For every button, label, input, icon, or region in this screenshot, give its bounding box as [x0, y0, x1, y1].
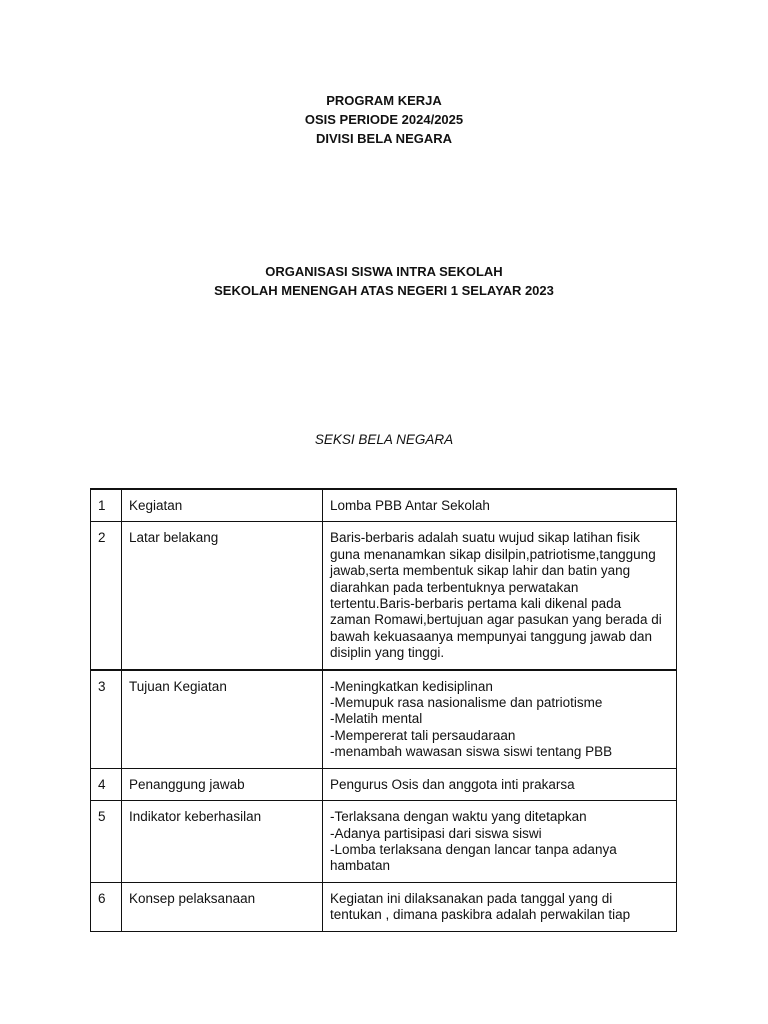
content-line: -Lomba terlaksana dengan lancar tanpa adanya — [330, 841, 617, 857]
org-line: ORGANISASI SISWA INTRA SEKOLAH — [265, 264, 503, 279]
row-content — [323, 801, 677, 883]
program-table — [90, 488, 677, 932]
content-line: -Meningkatkan kedisiplinan — [330, 678, 493, 694]
row-label: Penanggung jawab — [122, 768, 323, 800]
content-line: -Mempererat tali persaudaraan — [330, 727, 516, 743]
section-heading: SEKSI BELA NEGARA — [314, 432, 454, 447]
content-line: Baris-berbaris adalah suatu wujud sikap latihan fisik — [330, 530, 640, 546]
content-line: bawah kekuasaanya mempunyai tanggung jawab dan — [330, 628, 652, 644]
content-line: guna menanamkan sikap disilpin,patriotisme,tanggung — [330, 546, 656, 562]
content-line: -Melatih mental — [330, 711, 423, 727]
content-line: tertentu.Baris-berbaris pertama kali dikenal pada — [330, 596, 622, 612]
content-line: -Adanya partisipasi dari siswa siswi — [330, 825, 542, 841]
row-number: 6 — [91, 882, 122, 931]
content-line: diarahkan pada terbentuknya perwatakan — [330, 579, 579, 595]
table-row — [91, 768, 677, 800]
content-line: -menambah wawasan siswa siswi tentang PBB — [330, 744, 613, 760]
row-label: Indikator keberhasilan — [122, 801, 323, 883]
row-content — [323, 670, 677, 769]
table-row — [91, 882, 677, 931]
org-line: SEKOLAH MENENGAH ATAS NEGERI 1 SELAYAR 2023 — [214, 283, 554, 298]
row-number: 2 — [91, 522, 122, 670]
organization-title — [0, 262, 768, 300]
content-line: disiplin yang tinggi. — [330, 645, 445, 661]
row-number: 1 — [91, 489, 122, 522]
row-number: 4 — [91, 768, 122, 800]
content-line: tentukan , dimana paskibra adalah perwakilan tiap — [330, 907, 631, 923]
content-line: zaman Romawi,bertujuan agar pasukan yang berada di — [330, 612, 662, 628]
row-content — [323, 768, 677, 800]
table-row — [91, 489, 677, 522]
row-label: Konsep pelaksanaan — [122, 882, 323, 931]
content-line: Pengurus Osis dan anggota inti prakarsa — [330, 776, 575, 792]
row-number: 3 — [91, 670, 122, 769]
row-label: Tujuan Kegiatan — [122, 670, 323, 769]
title-line: PROGRAM KERJA — [326, 93, 442, 108]
table-row — [91, 670, 677, 769]
row-content — [323, 522, 677, 670]
title-line: DIVISI BELA NEGARA — [315, 131, 453, 146]
table-row — [91, 522, 677, 670]
row-label: Kegiatan — [122, 489, 323, 522]
table-row — [91, 801, 677, 883]
content-line: jawab,serta membentuk sikap lahir dan batin yang — [330, 563, 631, 579]
content-line: -Memupuk rasa nasionalisme dan patriotisme — [330, 695, 603, 711]
content-line: hambatan — [330, 858, 391, 874]
program-table-body — [91, 489, 677, 931]
document-title — [0, 91, 768, 148]
title-line: OSIS PERIODE 2024/2025 — [304, 112, 464, 127]
row-content — [323, 882, 677, 931]
row-label: Latar belakang — [122, 522, 323, 670]
content-line: -Terlaksana dengan waktu yang ditetapkan — [330, 809, 587, 825]
row-content — [323, 489, 677, 522]
content-line: Lomba PBB Antar Sekolah — [330, 498, 490, 513]
content-line: Kegiatan ini dilaksanakan pada tanggal yang di — [330, 890, 613, 906]
row-number: 5 — [91, 801, 122, 883]
